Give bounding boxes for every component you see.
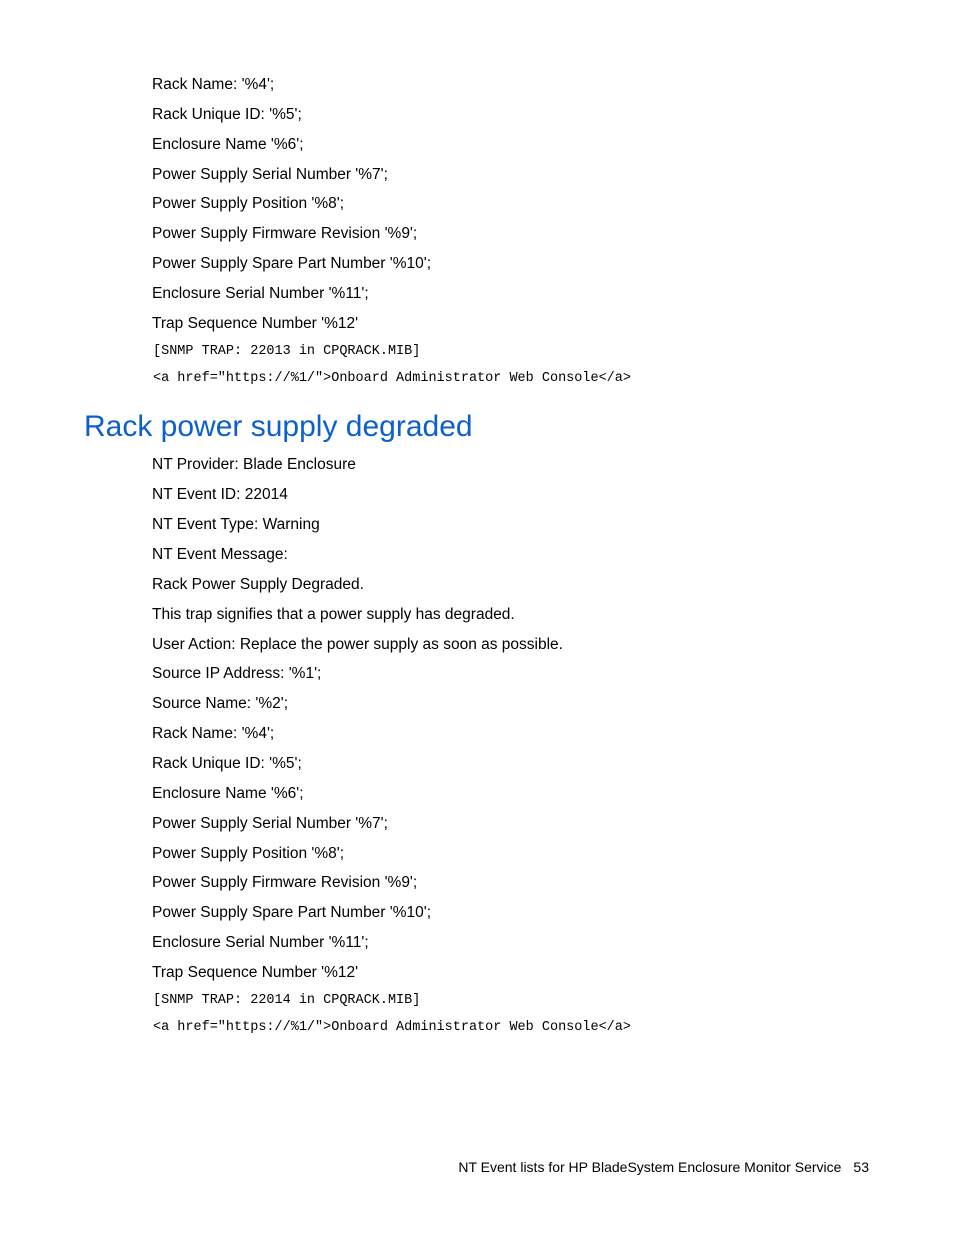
text-line: Power Supply Firmware Revision '%9'; — [152, 225, 418, 242]
text-line: NT Event Message: — [152, 546, 288, 563]
code-line: <a href="https://%1/">Onboard Administrator Web Console</a> — [153, 1020, 631, 1035]
text-line: Source Name: '%2'; — [152, 695, 289, 712]
text-line: Trap Sequence Number '%12' — [152, 964, 359, 981]
footer-title: NT Event lists for HP BladeSystem Enclosure Monitor Service — [458, 1159, 842, 1175]
text-line: Power Supply Spare Part Number '%10'; — [152, 255, 432, 272]
code-line: [SNMP TRAP: 22014 in CPQRACK.MIB] — [153, 993, 421, 1008]
text-line: Enclosure Serial Number '%11'; — [152, 934, 369, 951]
page-number: 53 — [853, 1159, 869, 1175]
text-line: Rack Name: '%4'; — [152, 76, 275, 93]
text-line: NT Provider: Blade Enclosure — [152, 456, 356, 473]
text-line: Trap Sequence Number '%12' — [152, 315, 359, 332]
text-line: NT Event Type: Warning — [152, 516, 320, 533]
text-line: Enclosure Name '%6'; — [152, 785, 304, 802]
code-line: <a href="https://%1/">Onboard Administrator Web Console</a> — [153, 371, 631, 386]
text-line: Rack Name: '%4'; — [152, 725, 275, 742]
page-footer — [458, 1158, 869, 1176]
text-line: Rack Power Supply Degraded. — [152, 576, 364, 593]
text-line: Power Supply Position '%8'; — [152, 845, 345, 862]
code-line: [SNMP TRAP: 22013 in CPQRACK.MIB] — [153, 344, 421, 359]
text-line: Power Supply Firmware Revision '%9'; — [152, 874, 418, 891]
text-line: User Action: Replace the power supply as soon as possible. — [152, 636, 563, 653]
text-line: Enclosure Serial Number '%11'; — [152, 285, 369, 302]
text-line: Source IP Address: '%1'; — [152, 665, 322, 682]
text-line: Rack Unique ID: '%5'; — [152, 106, 302, 123]
text-line: Power Supply Serial Number '%7'; — [152, 166, 388, 183]
text-line: Power Supply Spare Part Number '%10'; — [152, 904, 432, 921]
text-line: Rack Unique ID: '%5'; — [152, 755, 302, 772]
section-heading: Rack power supply degraded — [84, 410, 473, 443]
text-line: Power Supply Serial Number '%7'; — [152, 815, 388, 832]
text-line: NT Event ID: 22014 — [152, 486, 288, 503]
text-line: Power Supply Position '%8'; — [152, 195, 345, 212]
text-line: Enclosure Name '%6'; — [152, 136, 304, 153]
text-line: This trap signifies that a power supply has degraded. — [152, 606, 515, 623]
